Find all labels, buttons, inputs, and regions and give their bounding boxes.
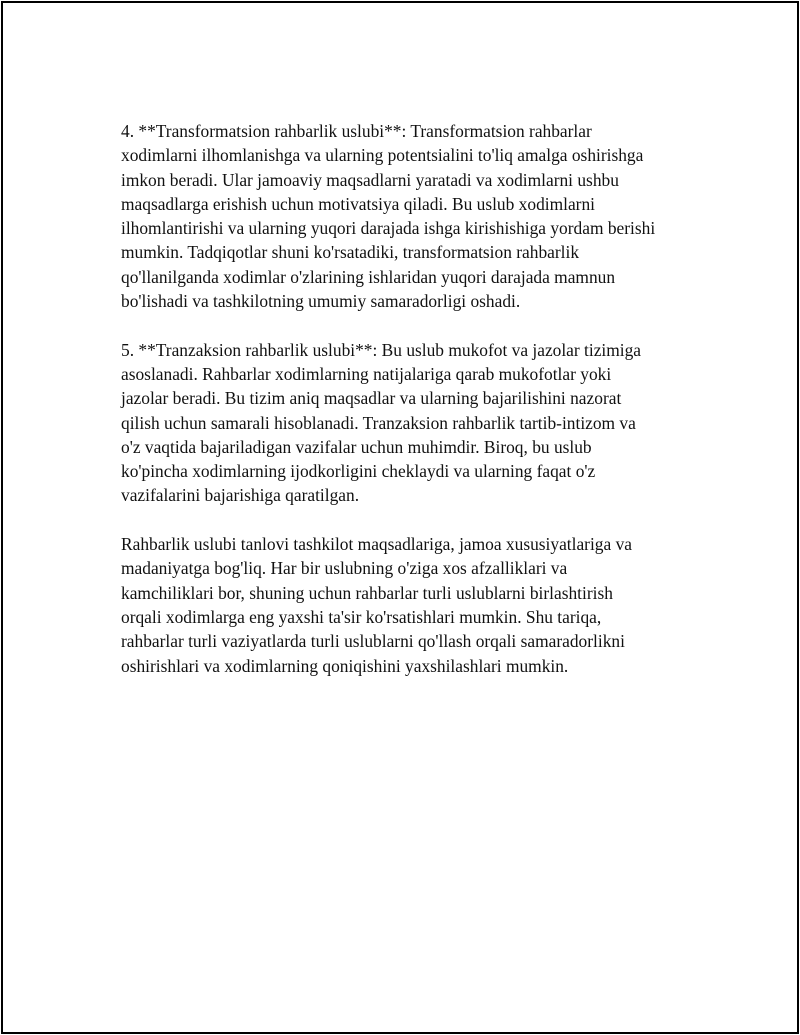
text-line: ko'pincha xodimlarning ijodkorligini cheklaydi va ularning faqat o'z <box>121 461 596 482</box>
text-line: qilish uchun samarali hisoblanadi. Tranzaksion rahbarlik tartib-intizom va <box>121 412 636 433</box>
text-line: Rahbarlik uslubi tanlovi tashkilot maqsadlariga, jamoa xususiyatlariga va <box>121 534 632 555</box>
text-line: bo'lishadi va tashkilotning umumiy samaradorligi oshadi. <box>121 291 521 312</box>
text-line: rahbarlar turli vaziyatlarda turli uslublarni qo'llash orqali samaradorlikni <box>121 631 625 652</box>
document-body <box>121 119 701 702</box>
text-line: imkon beradi. Ular jamoaviy maqsadlarni yaratadi va xodimlarni ushbu <box>121 169 619 190</box>
text-line: ilhomlantirishi va ularning yuqori darajada ishga kirishishiga yordam berishi <box>121 218 656 239</box>
text-line: orqali xodimlarga eng yaxshi ta'sir ko'rsatishlari mumkin. Shu tariqa, <box>121 606 602 627</box>
text-line: mumkin. Tadqiqotlar shuni ko'rsatadiki, transformatsion rahbarlik <box>121 242 580 263</box>
paragraph-leadership-choice <box>121 532 701 678</box>
text-line: o'z vaqtida bajariladigan vazifalar uchun muhimdir. Biroq, bu uslub <box>121 436 592 457</box>
paragraph-transactional-leadership <box>121 338 701 508</box>
text-line: 5. **Tranzaksion rahbarlik uslubi**: Bu uslub mukofot va jazolar tizimiga <box>121 339 642 360</box>
document-page <box>1 1 799 1034</box>
text-line: asoslanadi. Rahbarlar xodimlarning natijalariga qarab mukofotlar yoki <box>121 363 612 384</box>
text-line: 4. **Transformatsion rahbarlik uslubi**: Transformatsion rahbarlar <box>121 121 592 141</box>
text-line: jazolar beradi. Bu tizim aniq maqsadlar va ularning bajarilishini nazorat <box>121 388 622 409</box>
text-line: maqsadlarga erishish uchun motivatsiya qiladi. Bu uslub xodimlarni <box>121 193 595 214</box>
text-line: kamchiliklari bor, shuning uchun rahbarlar turli uslublarni birlashtirish <box>121 582 613 603</box>
text-line: xodimlarni ilhomlanishga va ularning potentsialini to'liq amalga oshirishga <box>121 145 644 166</box>
text-line: oshirishlari va xodimlarning qoniqishini yaxshilashlari mumkin. <box>121 655 569 676</box>
text-line: madaniyatga bog'liq. Har bir uslubning o'ziga xos afzalliklari va <box>121 558 568 579</box>
text-line: vazifalarini bajarishiga qaratilgan. <box>121 485 360 506</box>
paragraph-transformational-leadership <box>121 119 701 313</box>
text-line: qo'llanilganda xodimlar o'zlarining ishlaridan yuqori darajada mamnun <box>121 266 616 287</box>
